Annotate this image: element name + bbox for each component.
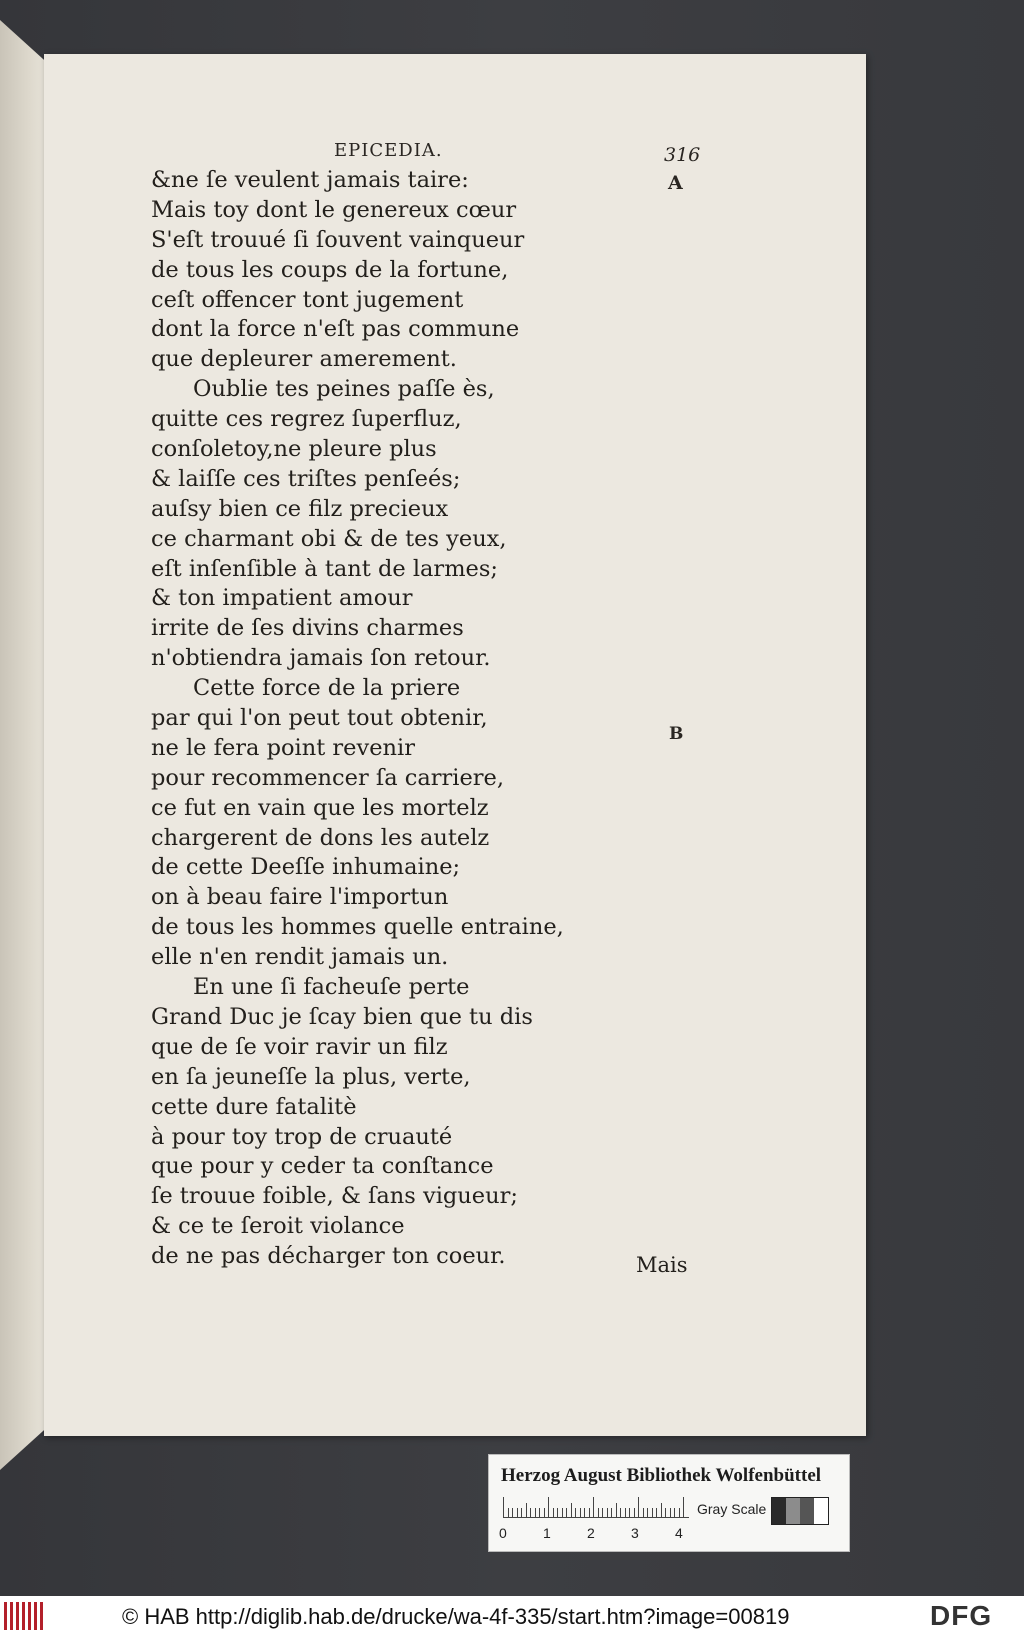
ruler-tick [598, 1508, 599, 1517]
ruler-tick [607, 1508, 608, 1517]
ruler-tick [584, 1508, 585, 1517]
ruler-tick [679, 1508, 680, 1517]
text-line: que depleurer amerement. [151, 346, 457, 373]
text-line: irrite de ſes divins charmes [151, 615, 464, 642]
text-line: S'eſt trouué ſi ſouvent vainqueur [151, 226, 525, 253]
page-number: 316 [664, 144, 701, 166]
ruler-tick [580, 1508, 581, 1517]
gray-scale-label: Gray Scale [697, 1501, 767, 1517]
text-line: conſoletoy,ne pleure plus [151, 436, 437, 463]
previous-page-edge [0, 20, 48, 1470]
ruler-tick [557, 1508, 558, 1517]
ruler-tick [652, 1508, 653, 1517]
text-line: pour recommencer ſa carriere, [151, 764, 505, 791]
gray-scale-swatch [771, 1497, 829, 1525]
margin-mark-b: B [669, 724, 684, 744]
ruler-tick [508, 1508, 509, 1517]
ruler-tick [625, 1508, 626, 1517]
ruler-number: 1 [543, 1525, 551, 1541]
poem-text [151, 166, 611, 1272]
ruler-tick [544, 1508, 545, 1517]
scale-ruler [503, 1495, 689, 1518]
library-name: Herzog August Bibliothek Wolfenbüttel [501, 1465, 822, 1486]
ruler-tick [566, 1508, 567, 1517]
ruler-tick [629, 1508, 630, 1517]
text-line: de tous les coups de la fortune, [151, 256, 509, 283]
ruler-number: 2 [587, 1525, 595, 1541]
text-line: ne le fera point revenir [151, 734, 415, 761]
footer-bar [0, 1596, 1024, 1636]
text-line: cette dure fatalitè [151, 1093, 357, 1120]
hab-logo-icon [4, 1602, 46, 1630]
ruler-tick [674, 1508, 675, 1517]
ruler-tick [562, 1508, 563, 1517]
text-line: dont la force n'eſt pas commune [151, 316, 520, 343]
footer-url[interactable]: © HAB http://diglib.hab.de/drucke/wa-4f-335/start.htm?image=00819 [122, 1604, 790, 1629]
ruler-tick [575, 1508, 576, 1517]
text-line: que de ſe voir ravir un filz [151, 1033, 448, 1060]
text-line: En une ſi facheuſe perte [193, 974, 470, 1001]
text-line: & ton impatient amour [151, 585, 413, 612]
ruler-number: 0 [499, 1525, 507, 1541]
ruler-tick [530, 1508, 531, 1517]
text-line: ce fut en vain que les mortelz [151, 794, 489, 821]
text-line: ceſt offencer tont jugement [151, 286, 464, 313]
library-color-card [488, 1454, 850, 1552]
ruler-tick [539, 1508, 540, 1517]
ruler-tick [602, 1508, 603, 1517]
ruler-tick [643, 1508, 644, 1517]
text-line: de ne pas décharger ton coeur. [151, 1243, 506, 1270]
ruler-numbers [499, 1525, 699, 1543]
text-line: de cette Deeſſe inhumaine; [151, 854, 461, 881]
ruler-number: 4 [675, 1525, 683, 1541]
ruler-tick [593, 1497, 594, 1517]
ruler-tick [647, 1508, 648, 1517]
text-line: Mais toy dont le genereux cœur [151, 196, 517, 223]
ruler-tick [521, 1508, 522, 1517]
ruler-tick [553, 1508, 554, 1517]
margin-mark-a: A [668, 172, 683, 194]
text-line: Oublie tes peines paſſe ès, [193, 376, 495, 403]
text-line: en ſa jeuneſſe la plus, verte, [151, 1063, 471, 1090]
text-line: on à beau faire l'importun [151, 884, 449, 911]
text-line: par qui l'on peut tout obtenir, [151, 705, 488, 732]
catchword: Mais [636, 1253, 688, 1277]
text-line: que pour y ceder ta conſtance [151, 1153, 494, 1180]
ruler-tick [512, 1508, 513, 1517]
ruler-tick [589, 1508, 590, 1517]
ruler-tick [620, 1508, 621, 1517]
dfg-logo: DFG [930, 1600, 993, 1631]
text-line: &ne ſe veulent jamais taire: [151, 167, 469, 193]
ruler-tick [616, 1503, 617, 1517]
ruler-tick [548, 1497, 549, 1517]
text-line: Cette force de la priere [193, 675, 461, 702]
text-line: ce charmant obi & de tes yeux, [151, 525, 507, 552]
ruler-tick [665, 1508, 666, 1517]
ruler-tick [670, 1508, 671, 1517]
text-line: chargerent de dons les autelz [151, 824, 490, 851]
ruler-tick [571, 1503, 572, 1517]
text-line: auſsy bien ce filz precieux [151, 495, 449, 522]
ruler-number: 3 [631, 1525, 639, 1541]
ruler-tick [683, 1497, 684, 1517]
ruler-tick [535, 1508, 536, 1517]
ruler-tick [656, 1508, 657, 1517]
text-line: Grand Duc je ſcay bien que tu dis [151, 1003, 533, 1030]
ruler-tick [526, 1503, 527, 1517]
running-head: EPICEDIA. [334, 140, 443, 161]
text-line: n'obtiendra jamais ſon retour. [151, 645, 491, 672]
ruler-tick [638, 1497, 639, 1517]
book-page [44, 54, 866, 1436]
text-line: & laiſſe ces triſtes penſeés; [151, 465, 461, 492]
text-line: quitte ces regrez ſuperfluz, [151, 406, 462, 433]
text-line: à pour toy trop de cruauté [151, 1123, 453, 1150]
text-line: elle n'en rendit jamais un. [151, 944, 449, 971]
text-line: ſe trouue foible, & ſans vigueur; [151, 1183, 518, 1210]
ruler-tick [611, 1508, 612, 1517]
ruler-tick [661, 1503, 662, 1517]
ruler-tick [503, 1497, 504, 1517]
ruler-tick [517, 1508, 518, 1517]
text-line: de tous les hommes quelle entraine, [151, 914, 564, 941]
text-line: eſt inſenſible à tant de larmes; [151, 555, 498, 582]
text-line: & ce te ſeroit violance [151, 1213, 405, 1240]
ruler-tick [634, 1508, 635, 1517]
